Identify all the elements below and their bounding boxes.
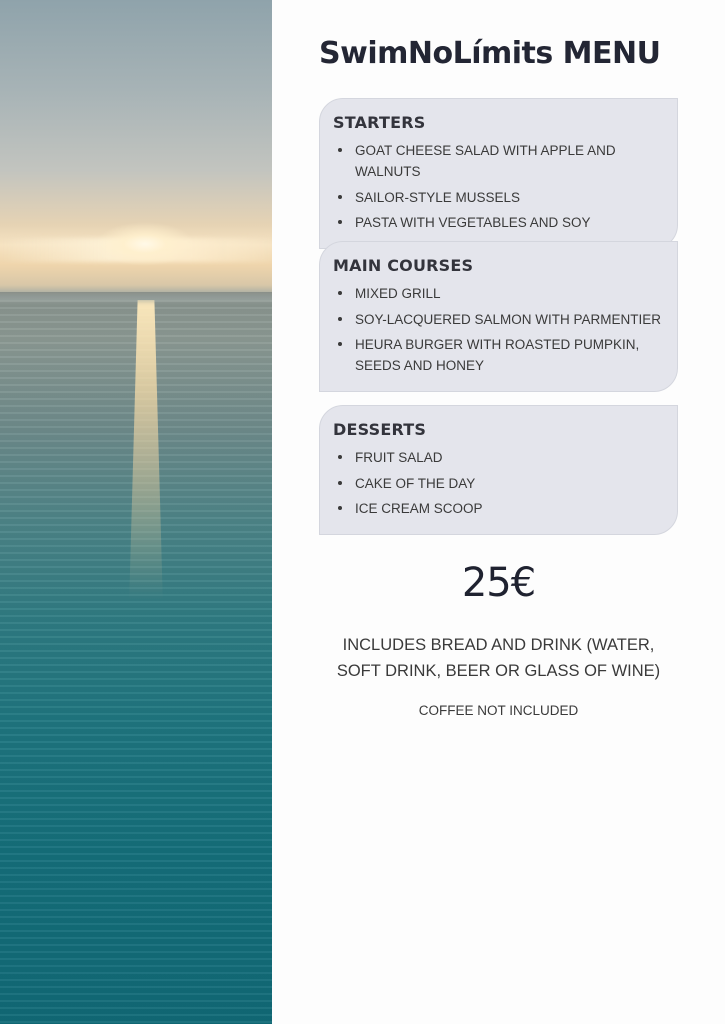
dish-item: MIXED GRILL	[333, 283, 663, 304]
section-title: STARTERS	[333, 113, 426, 132]
dish-item: FRUIT SALAD	[333, 447, 663, 468]
dish-item: ICE CREAM SCOOP	[333, 498, 663, 519]
dish-item: SOY-LACQUERED SALMON WITH PARMENTIER	[333, 309, 663, 330]
dish-item: HEURA BURGER WITH ROASTED PUMPKIN, SEEDS AND HONEY	[333, 334, 663, 376]
dish-list	[333, 283, 663, 376]
dish-item: CAKE OF THE DAY	[333, 473, 663, 494]
dish-item: GOAT CHEESE SALAD WITH APPLE AND WALNUTS	[333, 140, 663, 182]
coffee-note: COFFEE NOT INCLUDED	[418, 703, 579, 718]
dish-list	[333, 447, 663, 519]
section-title: MAIN COURSES	[333, 256, 474, 275]
dish-item: SAILOR-STYLE MUSSELS	[333, 187, 663, 208]
includes-note: INCLUDES BREAD AND DRINK (WATER, SOFT DRINK, BEER OR GLASS OF WINE)	[336, 636, 661, 680]
section-main-courses	[319, 241, 678, 392]
sun	[95, 222, 195, 266]
horizon-line	[0, 292, 272, 300]
section-starters	[319, 98, 678, 249]
sunset-sea-photo	[0, 0, 272, 1024]
dish-item: PASTA WITH VEGETABLES AND SOY	[333, 212, 663, 233]
section-title: DESSERTS	[333, 420, 427, 439]
menu-title: SwimNoLímits MENU	[319, 36, 661, 71]
dish-list	[333, 140, 663, 233]
section-desserts	[319, 405, 678, 535]
menu-price: 25€	[461, 560, 536, 606]
